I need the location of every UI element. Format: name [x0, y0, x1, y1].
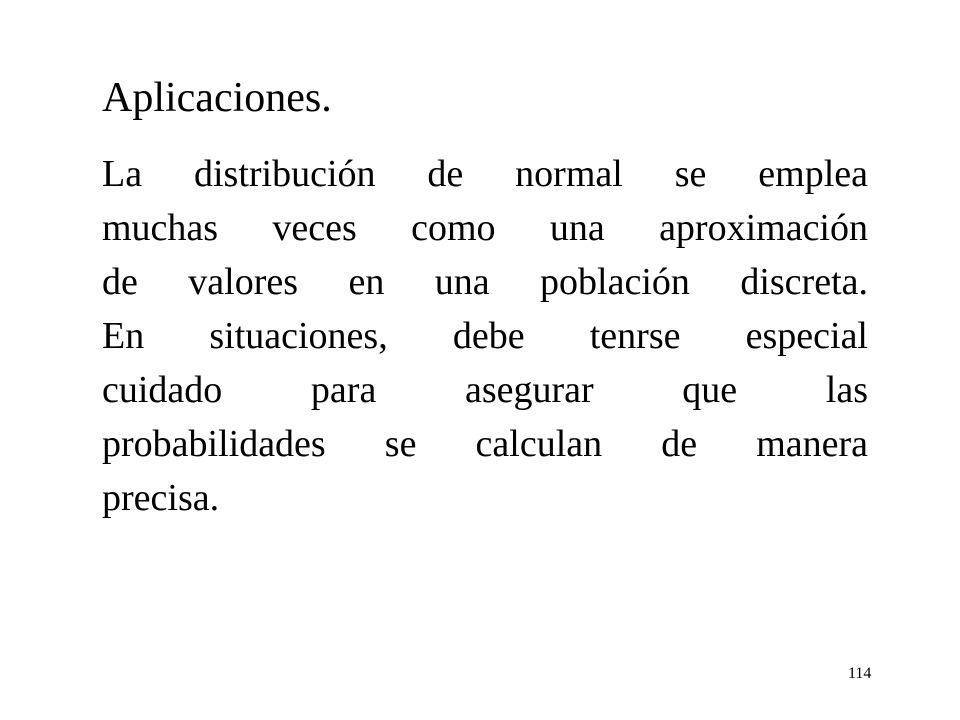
paragraph-line: precisa.: [102, 477, 220, 519]
paragraph-line: La distribución de normal se emplea: [102, 153, 868, 195]
paragraph-line: cuidado para asegurar que las: [102, 369, 868, 411]
paragraph-line: de valores en una población discreta.: [102, 261, 868, 303]
slide-title: Aplicaciones.: [102, 75, 332, 121]
body-paragraph: [102, 152, 868, 530]
paragraph-line: En situaciones, debe tenrse especial: [102, 315, 868, 357]
page-number: 114: [848, 665, 872, 682]
paragraph-line: muchas veces como una aproximación: [102, 207, 868, 249]
paragraph-line: probabilidades se calculan de manera: [102, 423, 868, 465]
